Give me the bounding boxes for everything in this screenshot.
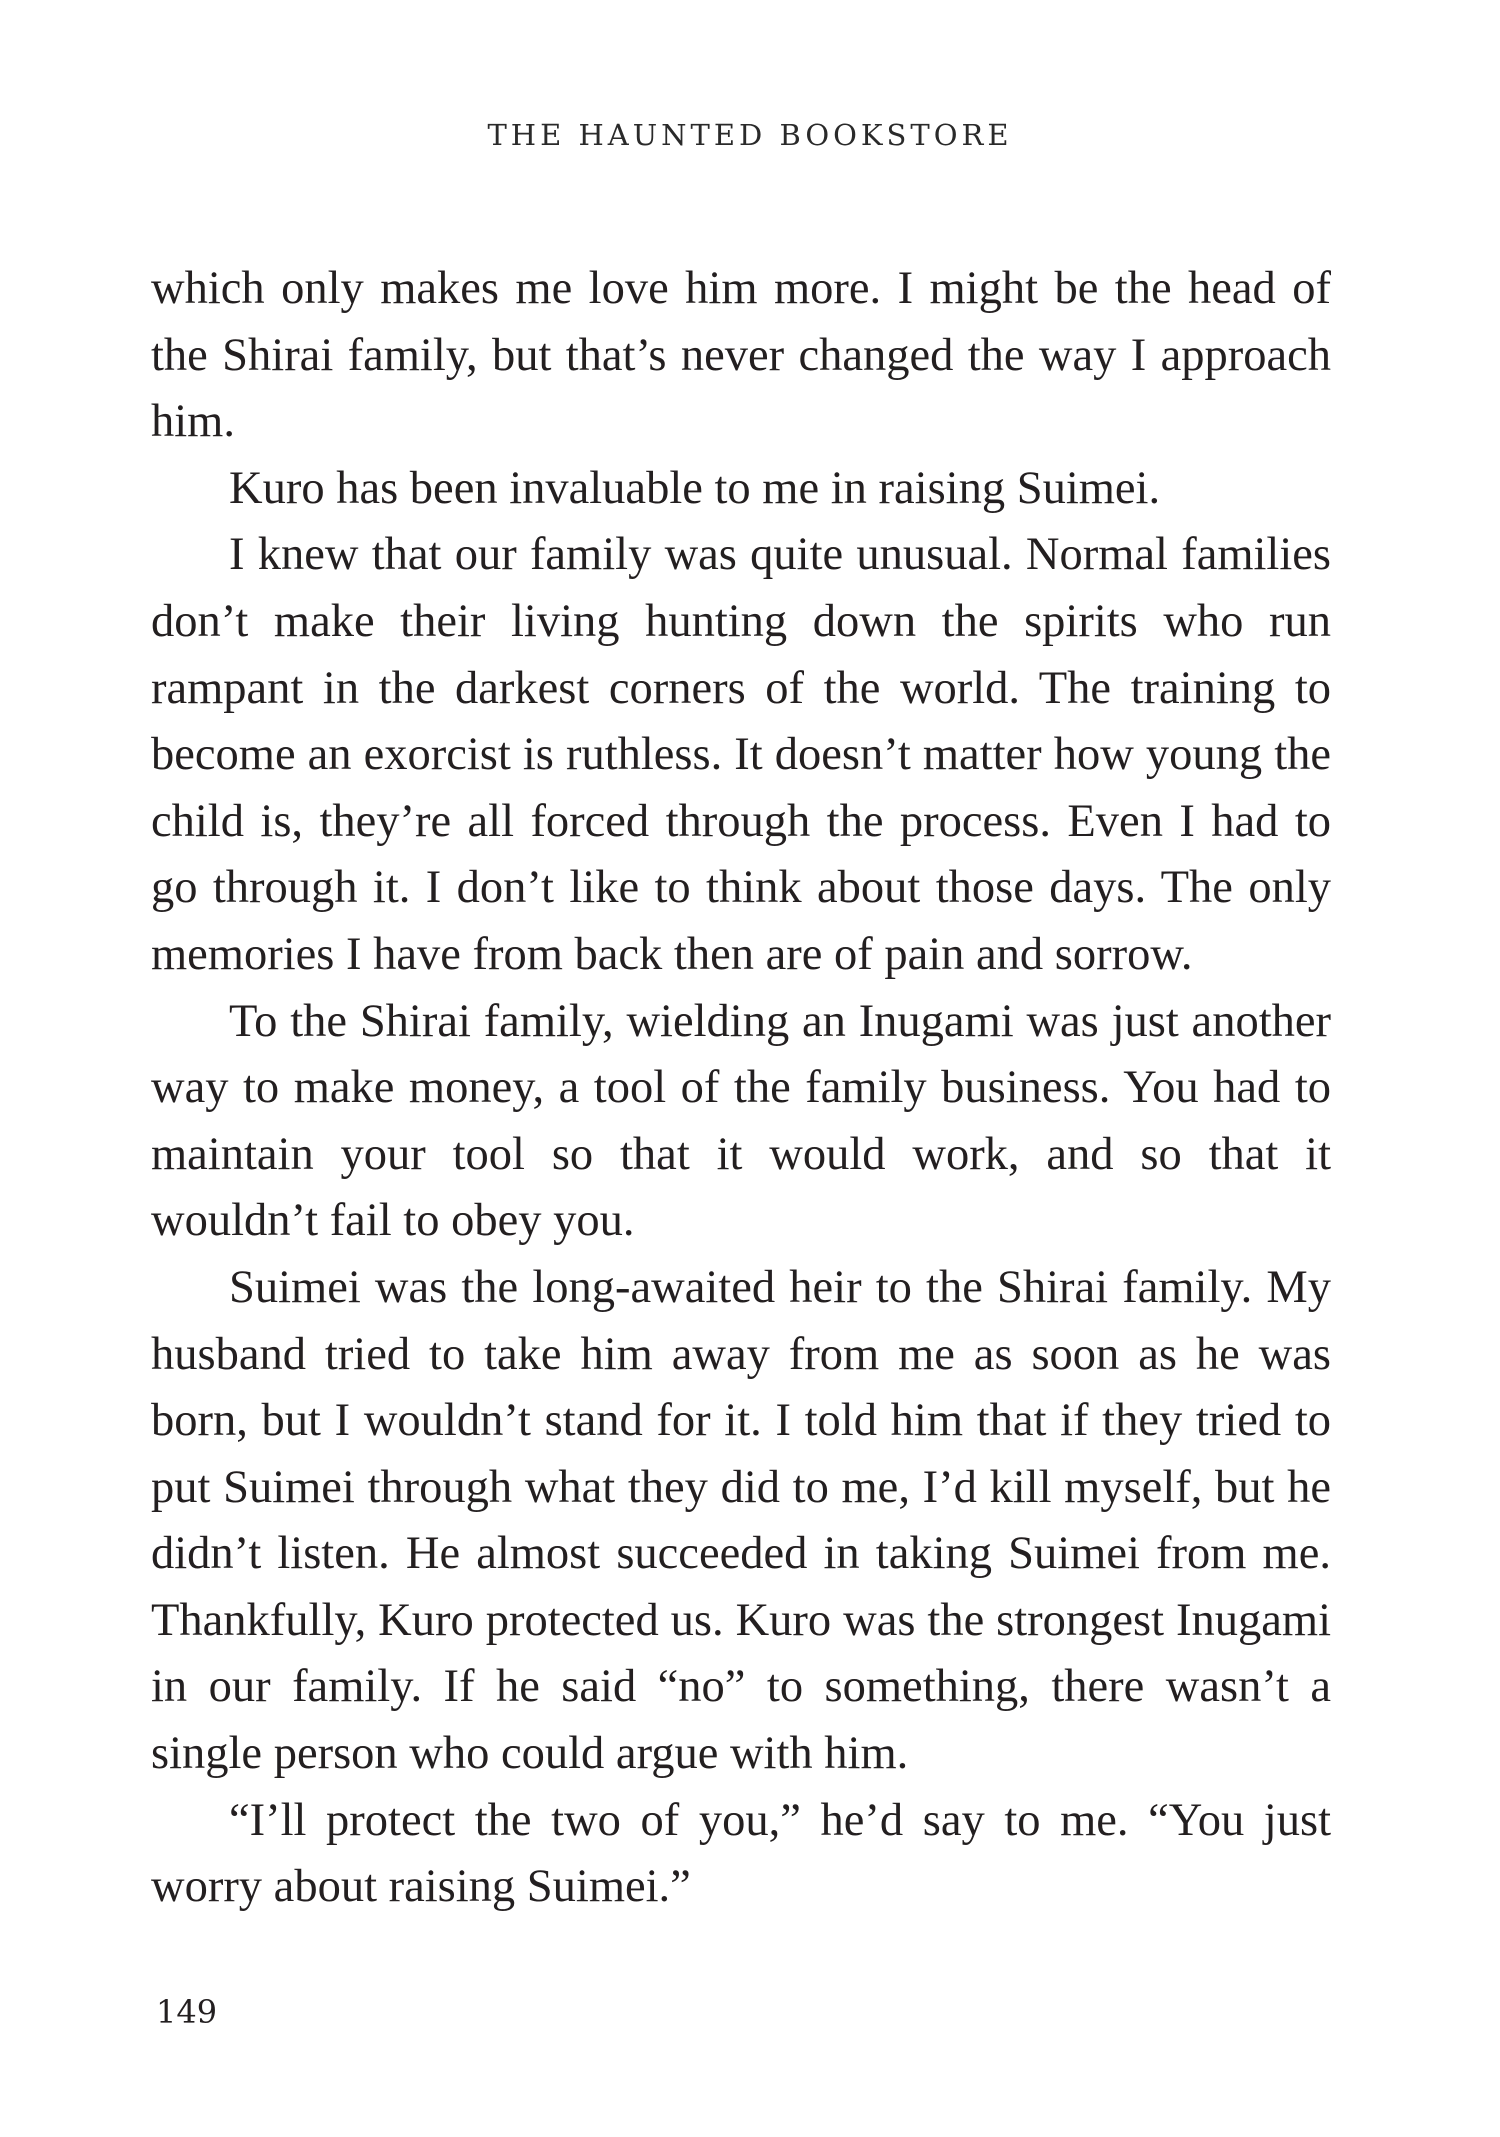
paragraph: Kuro has been invaluable to me in raising Suimei. — [229, 462, 1161, 514]
paragraph: “I’ll protect the two of you,” he’d say to me. “You just worry about raising Suimei.” — [151, 1794, 1331, 1913]
body-text — [151, 256, 1331, 1921]
paragraph: To the Shirai family, wielding an Inugami was just another way to make money, a tool of the family business. You had to maintain your tool so that it would work, and so that it wouldn’t fail to obey you. — [151, 995, 1331, 1247]
paragraph: which only makes me love him more. I might be the head of the Shirai family, but that’s never changed the way I approach him. — [151, 263, 1331, 448]
paragraph: I knew that our family was quite unusual. Normal families don’t make their living hunting down the spirits who run rampant in the darkest corners of the world. The training to become an exorcist is ruthless. It doesn’t matter how young the child is, they’re all forced through the process. Even I had to go through it. I don’t like to think about those days. The only memories I have from back then are of pain and sorrow. — [151, 529, 1331, 980]
paragraph: Suimei was the long-awaited heir to the Shirai family. My husband tried to take him away from me as soon as he was born, but I wouldn’t stand for it. I told him that if they tried to put Suimei through what they did to me, I’d kill myself, but he didn’t listen. He almost succeeded in taking Suimei from me. Thankfully, Kuro protected us. Kuro was the strongest Inugami in our family. If he said “no” to something, there wasn’t a single person who could argue with him. — [151, 1261, 1331, 1780]
running-header-title: THE HAUNTED BOOKSTORE — [487, 118, 1013, 152]
page-number: 149 — [156, 1993, 218, 2031]
